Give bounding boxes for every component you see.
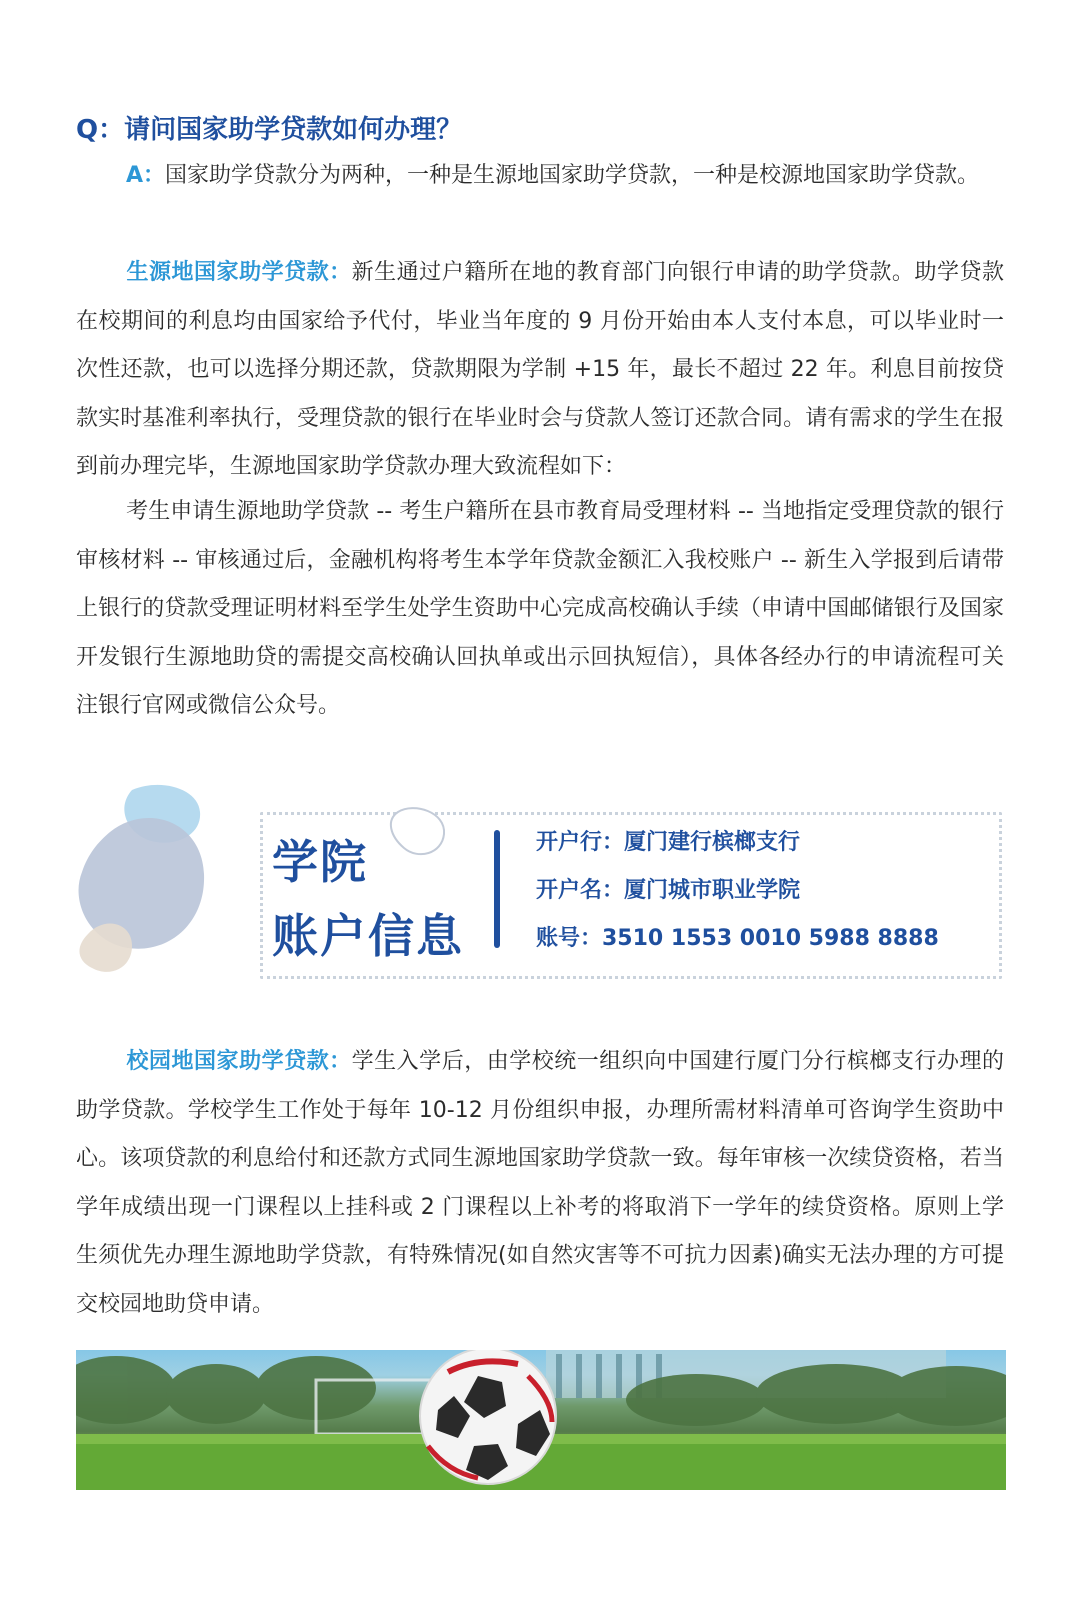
process-text: 考生申请生源地助学贷款 -- 考生户籍所在县市教育局受理材料 -- 当地指定受理贷款的银行审核材料 -- 审核通过后，金融机构将考生本学年贷款金额汇入我校账户 -- 新生入学报到后请带上银行的贷款受理证明材料至学生处学生资助中心完成高校确认手续（申请中国邮储银行及国家开发银行生源地助贷的需提交高校确认回执单或出示回执短信），具体各经办行的申请流程可关注银行官网或微信公众号。 bbox=[76, 499, 1004, 718]
account-name-info: 开户名：厦门城市职业学院 bbox=[536, 876, 804, 906]
xiaoyuan-paragraph bbox=[76, 1038, 1004, 1329]
answer-text: 国家助学贷款分为两种，一种是生源地国家助学贷款，一种是校源地国家助学贷款。 bbox=[165, 163, 980, 188]
card-title-line1: 学院 bbox=[266, 826, 374, 892]
xiaoyuan-text: 学生入学后，由学校统一组织向中国建行厦门分行槟榔支行办理的助学贷款。学校学生工作处于每年 10-12 月份组织申报，办理所需材料清单可咨询学生资助中心。该项贷款的利息给付和还款方式同生源地国家助学贷款一致。每年审核一次续贷资格，若当学年成绩出现一门课程以上挂科或 2 门课程以上补考的将取消下一学年的续贷资格。原则上学生须优先办理生源地助学贷款，有特殊情况(如自然灾害等不可抗力因素)确实无法办理的方可提交校园地助贷申请。 bbox=[76, 1049, 1004, 1317]
soccer-field-illustration bbox=[76, 1350, 1006, 1490]
answer-paragraph bbox=[76, 152, 1004, 201]
shengyuan-label: 生源地国家助学贷款： bbox=[126, 260, 352, 285]
answer-label: A： bbox=[126, 163, 166, 188]
xiaoyuan-label: 校园地国家助学贷款： bbox=[126, 1049, 352, 1074]
shengyuan-paragraph bbox=[76, 249, 1004, 492]
soccer-ball bbox=[420, 1350, 556, 1484]
process-paragraph bbox=[76, 488, 1004, 731]
account-info-card bbox=[70, 782, 1010, 992]
card-title-line2: 账户信息 bbox=[266, 900, 470, 966]
vertical-divider bbox=[494, 830, 500, 948]
bank-info: 开户行：厦门建行槟榔支行 bbox=[536, 828, 804, 858]
outline-blob-icon bbox=[384, 804, 454, 864]
account-number-info: 账号：3510 1553 0010 5988 8888 bbox=[536, 924, 943, 954]
question-heading: Q：请问国家助学贷款如何办理？ bbox=[76, 115, 463, 145]
soccer-field-banner bbox=[76, 1350, 1006, 1490]
decorative-blobs bbox=[70, 782, 260, 992]
shengyuan-text: 新生通过户籍所在地的教育部门向银行申请的助学贷款。助学贷款在校期间的利息均由国家给予代付，毕业当年度的 9 月份开始由本人支付本息，可以毕业时一次性还款，也可以选择分期还款，贷款期限为学制 +15 年，最长不超过 22 年。利息目前按贷款实时基准利率执行，受理贷款的银行在毕业时会与贷款人签订还款合同。请有需求的学生在报到前办理完毕，生源地国家助学贷款办理大致流程如下： bbox=[76, 260, 1004, 479]
blob-beige bbox=[79, 924, 132, 972]
